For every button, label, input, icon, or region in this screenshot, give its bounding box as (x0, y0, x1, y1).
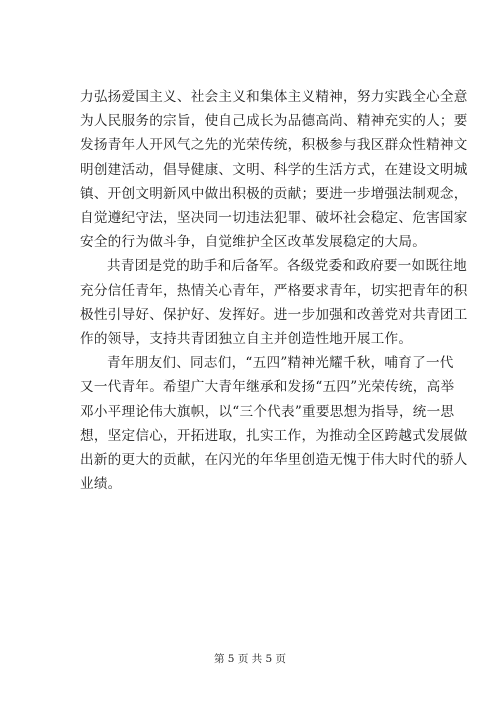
paragraph-line: 极性引导好、保护好、发挥好。进一步加强和改善党对共青团工 (80, 306, 468, 323)
paragraph-line: 明创建活动，倡导健康、文明、科学的生活方式，在建设文明城 (80, 161, 468, 178)
paragraph-3 (80, 351, 468, 496)
paragraph-line: 共青团是党的助手和后备军。各级党委和政府要一如既往地 (107, 258, 467, 275)
paragraph-line: 自觉遵纪守法，坚决同一切违法犯罪、破坏社会稳定、危害国家 (80, 210, 468, 227)
paragraph-line: 镇、开创文明新风中做出积极的贡献；要进一步增强法制观念， (80, 185, 468, 202)
paragraph-2 (80, 254, 468, 351)
paragraph-line: 想，坚定信心，开拓进取，扎实工作，为推动全区跨越式发展做 (80, 427, 468, 444)
page-number-footer: 第 5 页 共 5 页 (213, 653, 287, 665)
paragraph-line: 安全的行为做斗争，自觉维护全区改革发展稳定的大局。 (80, 234, 427, 251)
paragraph-line: 力弘扬爱国主义、社会主义和集体主义精神，努力实践全心全意 (80, 89, 468, 105)
paragraph-line: 作的领导，支持共青团独立自主并创造性地开展工作。 (80, 331, 413, 348)
paragraph-line: 又一代青年。希望广大青年继承和发扬“五四”光荣传统，高举 (80, 379, 455, 396)
paragraph-line: 出新的更大的贡献，在闪光的年华里创造无愧于伟大时代的骄人 (80, 452, 468, 469)
document-body (80, 85, 468, 496)
paragraph-line: 发扬青年人开风气之先的光荣传统，积极参与我区群众性精神文 (80, 137, 468, 154)
paragraph-1 (80, 85, 468, 254)
paragraph-line: 邓小平理论伟大旗帜，以“三个代表”重要思想为指导，统一思 (80, 403, 455, 420)
paragraph-line: 业绩。 (80, 476, 122, 493)
paragraph-line: 为人民服务的宗旨，使自己成长为品德高尚、精神充实的人；要 (80, 113, 468, 130)
paragraph-line: 充分信任青年，热情关心青年，严格要求青年，切实把青年的积 (80, 282, 468, 299)
paragraph-line: 青年朋友们、同志们，“五四”精神光耀千秋，哺育了一代 (107, 355, 454, 372)
